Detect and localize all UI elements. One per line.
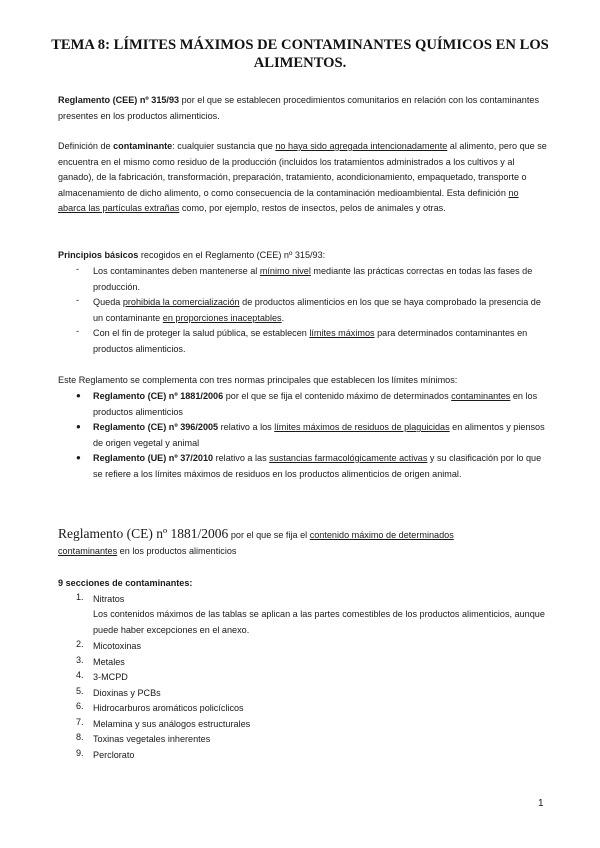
list-number: 8. xyxy=(76,732,84,742)
principles-heading: Principios básicos recogidos en el Reglamento (CEE) nº 315/93: xyxy=(58,250,326,260)
page-title: TEMA 8: LÍMITES MÁXIMOS DE CONTAMINANTES QUÍMICOS EN LOS ALIMENTOS. xyxy=(51,37,549,71)
list-item-note: Los contenidos máximos de las tablas se aplican a las partes comestibles de los productos alimenticios, aunque puede haber excepciones en el anexo. xyxy=(93,609,545,635)
list-number: 3. xyxy=(76,655,84,665)
definition-paragraph: Definición de contaminante: cualquier sustancia que no haya sido agregada intencionadamente al alimento, pero que se encuentra en el mismo como residuo de la producción (incluidos los tratamientos administrados a los cultivos y al ganado), de la fabricación, transformación, preparación, tratamiento, acondicionamiento, empaquetado, transporte o almacenamiento de dicho alimento, o como consecuencia de la contaminación medioambiental. Esta definición no abarca las partículas extrañas como, por ejemplo, restos de insectos, pelos de animales y otras. xyxy=(58,141,547,214)
principle-item: Los contaminantes deben mantenerse al mínimo nivel mediante las prácticas correctas en todas las fases de producción. xyxy=(93,266,533,292)
regulation-reference: Reglamento (CEE) nº 315/93 xyxy=(58,95,180,105)
list-number: 7. xyxy=(76,717,84,727)
dash-marker: - xyxy=(76,326,80,336)
dash-marker: - xyxy=(76,264,80,274)
list-item: Toxinas vegetales inherentes xyxy=(93,734,211,744)
page-number: 1 xyxy=(538,798,544,809)
bullet-marker: ● xyxy=(76,422,81,431)
list-number: 9. xyxy=(76,748,84,758)
section-heading: Reglamento (CE) nº 1881/2006 por el que se fija el contenido máximo de determinados xyxy=(58,526,454,541)
list-item: Dioxinas y PCBs xyxy=(93,688,161,698)
principle-item: Con el fin de proteger la salud pública, se establecen límites máximos para determinados contaminantes en productos alimenticios. xyxy=(93,328,528,354)
list-item: 3-MCPD xyxy=(93,672,128,682)
list-item: Melamina y sus análogos estructurales xyxy=(93,719,251,729)
regulation-bullet: Reglamento (UE) nº 37/2010 relativo a las sustancias farmacológicamente activas y su clasificación por lo que se refiere a los límites máximos de residuos en los productos alimenticios de origen animal. xyxy=(93,453,542,479)
regulation-bullet: Reglamento (CE) nº 396/2005 relativo a los límites máximos de residuos de plaguicidas en alimentos y piensos de origen vegetal y animal xyxy=(93,422,545,448)
principle-item: Queda prohibida la comercialización de productos alimenticios en los que se haya comprobado la presencia de un contaminante en proporciones inaceptables. xyxy=(93,297,541,323)
list-item: Perclorato xyxy=(93,750,135,760)
list-number: 1. xyxy=(76,592,84,602)
defined-term: contaminante xyxy=(113,141,173,151)
sections-heading: 9 secciones de contaminantes: xyxy=(58,578,193,588)
list-number: 4. xyxy=(76,670,84,680)
complement-intro: Este Reglamento se complementa con tres normas principales que establecen los límites mínimos: xyxy=(58,375,458,385)
bullet-marker: ● xyxy=(76,391,81,400)
intro-paragraph: Reglamento (CEE) nº 315/93 por el que se establecen procedimientos comunitarios en relación con los contaminantes presentes en los productos alimenticios. xyxy=(58,95,539,121)
list-item: Hidrocarburos aromáticos policíclicos xyxy=(93,703,244,713)
list-item: Micotoxinas xyxy=(93,641,142,651)
section-heading-continued: contaminantes en los productos alimenticios xyxy=(58,546,237,556)
bullet-marker: ● xyxy=(76,453,81,462)
list-number: 5. xyxy=(76,686,84,696)
list-item: Metales xyxy=(93,657,125,667)
regulation-heading: Reglamento (CE) nº 1881/2006 xyxy=(58,526,229,541)
regulation-bullet: Reglamento (CE) nº 1881/2006 por el que se fija el contenido máximo de determinados contaminantes en los productos alimenticios xyxy=(93,391,538,417)
list-number: 2. xyxy=(76,639,84,649)
dash-marker: - xyxy=(76,295,80,305)
list-item: Nitratos xyxy=(93,594,125,604)
list-number: 6. xyxy=(76,701,84,711)
